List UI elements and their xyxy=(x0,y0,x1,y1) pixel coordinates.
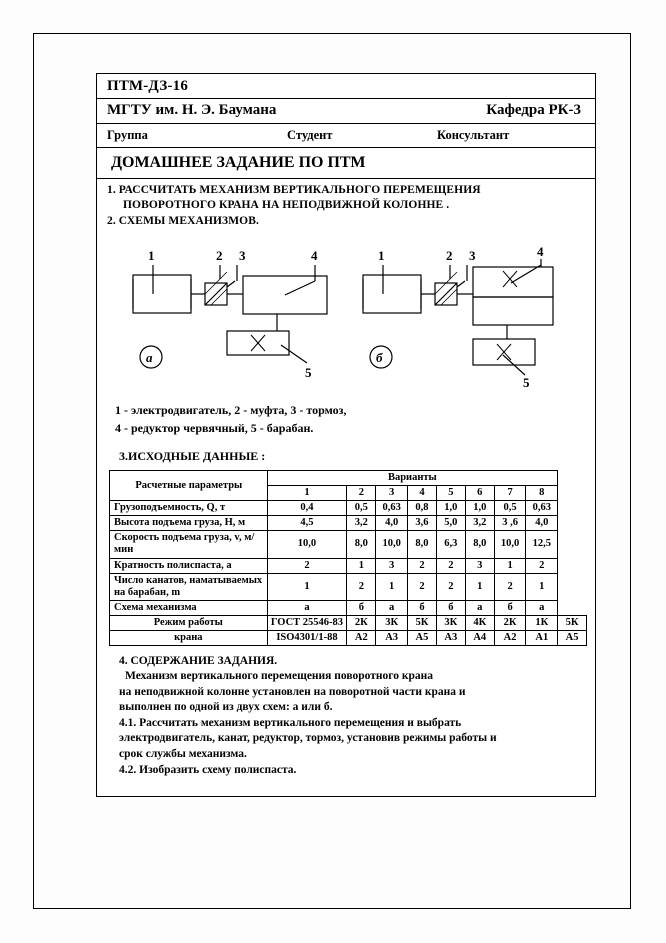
cell: 1 xyxy=(376,573,408,600)
content-line-5: электродвигатель, канат, редуктор, тормоз, установив режимы работы и xyxy=(119,732,497,745)
initial-data-title: 3.ИСХОДНЫЕ ДАННЫЕ : xyxy=(119,449,266,464)
cell: 1К xyxy=(526,615,558,630)
cell: 2 xyxy=(436,573,465,600)
scheme-b-caption: б xyxy=(376,350,383,366)
cell: а xyxy=(376,600,408,615)
table-row xyxy=(110,516,587,531)
param-header: Расчетные параметры xyxy=(110,471,268,501)
legend-line-1: 1 - электродвигатель, 2 - муфта, 3 - тормоз, xyxy=(115,403,347,418)
cell: 5К xyxy=(407,615,436,630)
cell: А2 xyxy=(494,630,526,645)
cell: 3,2 xyxy=(347,516,376,531)
scheme-a-label-2: 2 xyxy=(216,248,223,264)
cell: 4,0 xyxy=(526,516,558,531)
row-param: Высота подъема груза, Н, м xyxy=(110,516,268,531)
table-row xyxy=(110,501,587,516)
row-param: Грузоподъемность, Q, т xyxy=(110,501,268,516)
col-8: 8 xyxy=(526,486,558,501)
cell: 1 xyxy=(465,573,494,600)
col-2: 2 xyxy=(347,486,376,501)
col-4: 4 xyxy=(407,486,436,501)
cell: 3,2 xyxy=(465,516,494,531)
mode-label-1: Режим работы xyxy=(110,615,268,630)
cell: б xyxy=(494,600,526,615)
assignment-content xyxy=(107,646,587,788)
cell: 2 xyxy=(407,573,436,600)
cell: 3 xyxy=(465,558,494,573)
mechanism-schemes xyxy=(107,235,587,395)
cell: А5 xyxy=(407,630,436,645)
cell: 2 xyxy=(436,558,465,573)
cell: 3К xyxy=(436,615,465,630)
table-row-mode-1 xyxy=(110,615,587,630)
cell: 3К xyxy=(376,615,408,630)
document-code: ПТМ-ДЗ-16 xyxy=(97,74,595,99)
col-6: 6 xyxy=(465,486,494,501)
table-row xyxy=(110,600,587,615)
cell: 4,5 xyxy=(267,516,347,531)
cell: 2К xyxy=(347,615,376,630)
scheme-b-label-1: 1 xyxy=(378,248,385,264)
cell: 4,0 xyxy=(376,516,408,531)
cell: А5 xyxy=(558,630,587,645)
cell: 5,0 xyxy=(436,516,465,531)
university-row xyxy=(97,99,595,124)
schemes-drawing xyxy=(107,235,585,395)
cell: 2К xyxy=(494,615,526,630)
mode-standard-1: ГОСТ 25546-83 xyxy=(267,615,347,630)
cell: 10,0 xyxy=(267,531,347,558)
scheme-a-label-3: 3 xyxy=(239,248,246,264)
cell: 1 xyxy=(347,558,376,573)
department-name: Кафедра РК-3 xyxy=(486,102,581,118)
content-line-4: 4.1. Рассчитать механизм вертикального перемещения и выбрать xyxy=(119,716,462,729)
cell: 10,0 xyxy=(494,531,526,558)
cell: 2 xyxy=(494,573,526,600)
variants-header: Варианты xyxy=(267,471,558,486)
cell: 0,5 xyxy=(347,501,376,516)
variants-table xyxy=(109,470,587,646)
group-label: Группа xyxy=(107,128,148,142)
cell: б xyxy=(436,600,465,615)
cell: 6,3 xyxy=(436,531,465,558)
scheme-b-label-5: 5 xyxy=(523,375,530,391)
cell: 8,0 xyxy=(465,531,494,558)
table-row-mode-2 xyxy=(110,630,587,645)
scheme-b-label-4: 4 xyxy=(537,244,544,260)
cell: 10,0 xyxy=(376,531,408,558)
content-line-7: 4.2. Изобразить схему полиспаста. xyxy=(119,763,297,776)
table-header-row xyxy=(110,471,587,486)
cell: а xyxy=(267,600,347,615)
row-param: Скорость подъема груза, v, м/мин xyxy=(110,531,268,558)
task-line-3: 2. СХЕМЫ МЕХАНИЗМОВ. xyxy=(107,215,259,228)
cell: 2 xyxy=(347,573,376,600)
scheme-b-label-2: 2 xyxy=(446,248,453,264)
mode-label-2: крана xyxy=(110,630,268,645)
cell: А3 xyxy=(376,630,408,645)
cell: 5К xyxy=(558,615,587,630)
cell: А4 xyxy=(465,630,494,645)
row-param: Число канатов, наматываемых на барабан, m xyxy=(110,573,268,600)
task-line-2: ПОВОРОТНОГО КРАНА НА НЕПОДВИЖНОЙ КОЛОННЕ . xyxy=(123,198,450,211)
university-name: МГТУ им. Н. Э. Баумана xyxy=(107,102,277,118)
cell: а xyxy=(526,600,558,615)
row-param: Кратность полиспаста, а xyxy=(110,558,268,573)
content-line-2: на неподвижной колонне установлен на поворотной части крана и xyxy=(119,685,466,698)
content-line-1: Механизм вертикального перемещения поворотного крана xyxy=(125,670,433,683)
table-row xyxy=(110,573,587,600)
cell: а xyxy=(465,600,494,615)
cell: 3,6 xyxy=(407,516,436,531)
cell: А3 xyxy=(436,630,465,645)
cell: 1 xyxy=(494,558,526,573)
cell: 1,0 xyxy=(436,501,465,516)
task-line-1: 1. РАССЧИТАТЬ МЕХАНИЗМ ВЕРТИКАЛЬНОГО ПЕРЕМЕЩЕНИЯ xyxy=(107,184,481,196)
scheme-legend xyxy=(107,401,587,437)
cell: 0,5 xyxy=(494,501,526,516)
table-row xyxy=(110,558,587,573)
cell: 0,4 xyxy=(267,501,347,516)
scheme-a-label-1: 1 xyxy=(148,248,155,264)
legend-line-2: 4 - редуктор червячный, 5 - барабан. xyxy=(115,421,314,436)
cell: 1 xyxy=(526,573,558,600)
cell: 12,5 xyxy=(526,531,558,558)
cell: б xyxy=(347,600,376,615)
col-7: 7 xyxy=(494,486,526,501)
cell: б xyxy=(407,600,436,615)
cell: 3 xyxy=(376,558,408,573)
content-line-3: выполнен по одной из двух схем: а или б. xyxy=(119,701,333,714)
scheme-a-label-5: 5 xyxy=(305,365,312,381)
scheme-a-label-4: 4 xyxy=(311,248,318,264)
cell: 0,63 xyxy=(526,501,558,516)
col-1: 1 xyxy=(267,486,347,501)
cell: А1 xyxy=(526,630,558,645)
cell: 0,63 xyxy=(376,501,408,516)
row-param: Схема механизма xyxy=(110,600,268,615)
scheme-a-caption: а xyxy=(146,350,153,366)
col-3: 3 xyxy=(376,486,408,501)
cell: 8,0 xyxy=(347,531,376,558)
cell: 1 xyxy=(267,573,347,600)
cell: 0,8 xyxy=(407,501,436,516)
cell: А2 xyxy=(347,630,376,645)
scheme-b-label-3: 3 xyxy=(469,248,476,264)
table-row xyxy=(110,531,587,558)
content-heading: 4. СОДЕРЖАНИЕ ЗАДАНИЯ. xyxy=(119,654,278,667)
cell: 2 xyxy=(267,558,347,573)
consultant-label: Консультант xyxy=(437,128,510,142)
assignment-sheet xyxy=(96,73,596,797)
cell: 2 xyxy=(407,558,436,573)
col-5: 5 xyxy=(436,486,465,501)
cell: 4К xyxy=(465,615,494,630)
people-row xyxy=(97,124,595,148)
page-title: ДОМАШНЕЕ ЗАДАНИЕ ПО ПТМ xyxy=(97,148,595,179)
mode-standard-2: ISO4301/1-88 xyxy=(267,630,347,645)
cell: 8,0 xyxy=(407,531,436,558)
content-line-6: срок службы механизма. xyxy=(119,748,247,760)
cell: 3 ,6 xyxy=(494,516,526,531)
cell: 1,0 xyxy=(465,501,494,516)
student-label: Студент xyxy=(287,128,333,142)
cell: 2 xyxy=(526,558,558,573)
assignment-body xyxy=(97,179,595,796)
